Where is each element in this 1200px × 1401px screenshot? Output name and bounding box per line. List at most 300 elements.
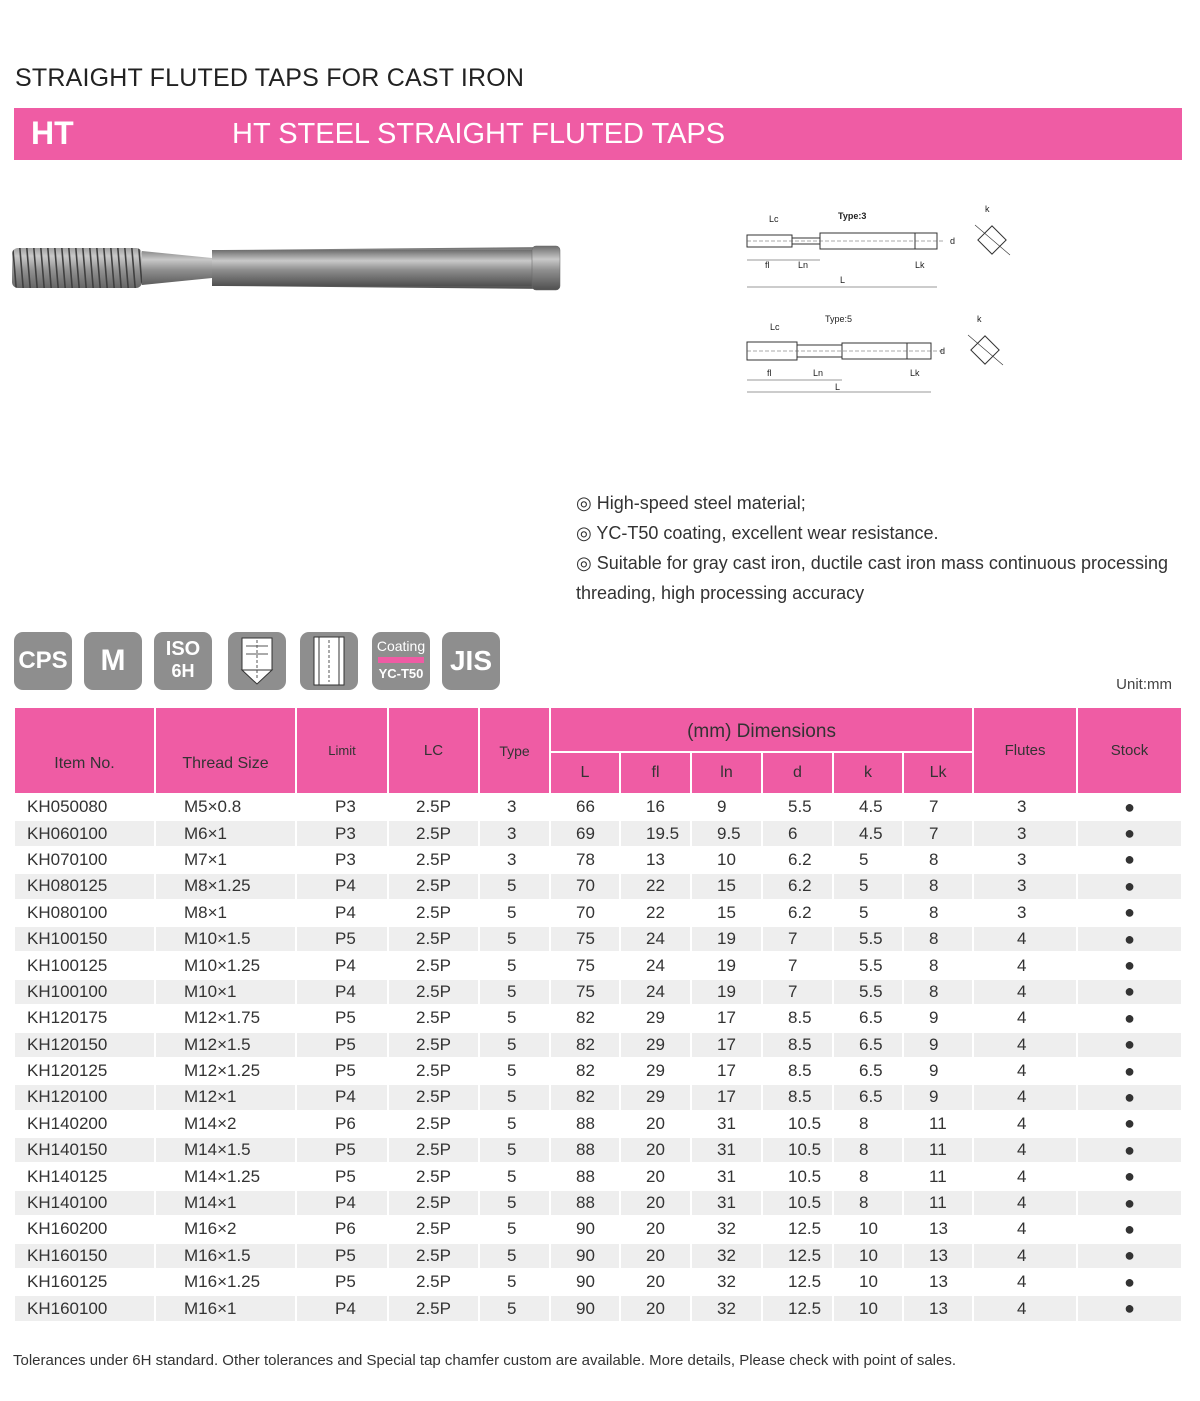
dim-l: L <box>840 275 846 285</box>
cell-thread-size: M12×1.25 <box>155 1058 296 1084</box>
cell-dim-k: 4.5 <box>833 794 903 820</box>
cell-dim-k: 8 <box>833 1111 903 1137</box>
spec-table <box>13 706 1183 1323</box>
cell-dim-d: 10.5 <box>762 1163 833 1189</box>
cell-type: 5 <box>479 926 550 952</box>
table-row <box>14 1243 1182 1269</box>
cell-flutes: 4 <box>973 1137 1077 1163</box>
cell-dim-k: 6.5 <box>833 1005 903 1031</box>
cell-limit: P4 <box>296 1295 388 1321</box>
cell-type: 5 <box>479 1295 550 1321</box>
cell-item-no: KH160125 <box>14 1269 155 1295</box>
table-row <box>14 1163 1182 1189</box>
cell-type: 5 <box>479 952 550 978</box>
cell-lc: 2.5P <box>388 1058 479 1084</box>
table-row <box>14 952 1182 978</box>
cell-dim-lk: 13 <box>903 1216 973 1242</box>
cell-item-no: KH160100 <box>14 1295 155 1321</box>
table-row <box>14 1084 1182 1110</box>
cell-dim-fl: 20 <box>620 1137 691 1163</box>
cell-dim-k: 6.5 <box>833 1058 903 1084</box>
cell-dim-fl: 20 <box>620 1163 691 1189</box>
cell-flutes: 3 <box>973 900 1077 926</box>
cell-dim-fl: 24 <box>620 979 691 1005</box>
cell-stock: ● <box>1077 979 1182 1005</box>
cell-dim-lk: 8 <box>903 900 973 926</box>
cell-dim-l: 70 <box>550 873 620 899</box>
table-row <box>14 1137 1182 1163</box>
cell-item-no: KH120100 <box>14 1084 155 1110</box>
cell-limit: P3 <box>296 847 388 873</box>
col-dimensions: (mm) Dimensions <box>550 707 973 752</box>
cell-flutes: 4 <box>973 1058 1077 1084</box>
type5-label: Type:5 <box>825 314 853 324</box>
cell-stock: ● <box>1077 1243 1182 1269</box>
cell-limit: P6 <box>296 1111 388 1137</box>
cell-lc: 2.5P <box>388 1084 479 1110</box>
cell-dim-lk: 9 <box>903 1084 973 1110</box>
col-type: Type <box>479 707 550 794</box>
col-thread: Thread Size <box>155 707 296 794</box>
cell-stock: ● <box>1077 1295 1182 1321</box>
cell-flutes: 3 <box>973 820 1077 846</box>
dim-k-5: k <box>977 314 982 324</box>
type5-drawing <box>735 312 1025 422</box>
cell-dim-k: 5.5 <box>833 926 903 952</box>
cell-lc: 2.5P <box>388 900 479 926</box>
cell-stock: ● <box>1077 820 1182 846</box>
cell-limit: P4 <box>296 1190 388 1216</box>
cell-dim-k: 10 <box>833 1216 903 1242</box>
cell-dim-lk: 8 <box>903 926 973 952</box>
table-row <box>14 1005 1182 1031</box>
cell-dim-ln: 31 <box>691 1111 762 1137</box>
cell-type: 5 <box>479 1269 550 1295</box>
cell-dim-lk: 8 <box>903 979 973 1005</box>
blind-hole-icon <box>228 632 286 690</box>
cell-dim-d: 12.5 <box>762 1269 833 1295</box>
cell-dim-fl: 29 <box>620 1032 691 1058</box>
table-row <box>14 1216 1182 1242</box>
cell-stock: ● <box>1077 1216 1182 1242</box>
cell-dim-ln: 32 <box>691 1216 762 1242</box>
cell-type: 5 <box>479 1111 550 1137</box>
cell-type: 5 <box>479 900 550 926</box>
cell-dim-fl: 22 <box>620 873 691 899</box>
series-code: HT <box>31 115 74 151</box>
cell-dim-lk: 9 <box>903 1058 973 1084</box>
dim-ln: Ln <box>798 260 809 270</box>
cell-dim-ln: 19 <box>691 952 762 978</box>
col-d: d <box>762 752 833 794</box>
cell-dim-k: 4.5 <box>833 820 903 846</box>
cell-flutes: 4 <box>973 979 1077 1005</box>
cell-dim-lk: 7 <box>903 820 973 846</box>
table-row <box>14 1111 1182 1137</box>
cell-flutes: 4 <box>973 1190 1077 1216</box>
col-flutes: Flutes <box>973 707 1077 794</box>
cell-thread-size: M16×1 <box>155 1295 296 1321</box>
cell-dim-ln: 9.5 <box>691 820 762 846</box>
cell-stock: ● <box>1077 1084 1182 1110</box>
cell-thread-size: M5×0.8 <box>155 794 296 820</box>
dim-l-5: L <box>835 382 841 392</box>
cell-type: 5 <box>479 1243 550 1269</box>
col-fl: fl <box>620 752 691 794</box>
dim-d-5: d <box>940 346 946 356</box>
cell-item-no: KH080100 <box>14 900 155 926</box>
cell-dim-lk: 8 <box>903 952 973 978</box>
cell-item-no: KH070100 <box>14 847 155 873</box>
cell-limit: P5 <box>296 1243 388 1269</box>
cell-dim-d: 7 <box>762 979 833 1005</box>
cell-flutes: 4 <box>973 1243 1077 1269</box>
cell-stock: ● <box>1077 847 1182 873</box>
cell-item-no: KH120150 <box>14 1032 155 1058</box>
cell-flutes: 3 <box>973 794 1077 820</box>
cell-dim-l: 88 <box>550 1163 620 1189</box>
cell-dim-l: 88 <box>550 1190 620 1216</box>
cell-dim-d: 12.5 <box>762 1216 833 1242</box>
col-k: k <box>833 752 903 794</box>
cell-type: 5 <box>479 1084 550 1110</box>
cell-dim-k: 5.5 <box>833 952 903 978</box>
cell-dim-d: 10.5 <box>762 1190 833 1216</box>
cell-dim-l: 69 <box>550 820 620 846</box>
cell-dim-k: 5 <box>833 873 903 899</box>
cell-dim-ln: 17 <box>691 1058 762 1084</box>
cell-dim-fl: 19.5 <box>620 820 691 846</box>
col-lc: LC <box>388 707 479 794</box>
cell-dim-d: 8.5 <box>762 1032 833 1058</box>
cell-stock: ● <box>1077 794 1182 820</box>
cell-dim-k: 10 <box>833 1269 903 1295</box>
cell-stock: ● <box>1077 1163 1182 1189</box>
cell-limit: P3 <box>296 820 388 846</box>
cell-thread-size: M16×1.5 <box>155 1243 296 1269</box>
coating-icon: Coating YC-T50 <box>372 632 430 690</box>
cell-dim-lk: 13 <box>903 1269 973 1295</box>
col-stock: Stock <box>1077 707 1182 794</box>
cell-dim-l: 75 <box>550 979 620 1005</box>
cell-item-no: KH140150 <box>14 1137 155 1163</box>
type3-label: Type:3 <box>838 211 867 221</box>
cell-dim-fl: 24 <box>620 926 691 952</box>
cell-dim-l: 82 <box>550 1084 620 1110</box>
cell-dim-fl: 20 <box>620 1243 691 1269</box>
cell-flutes: 4 <box>973 1084 1077 1110</box>
iso-6h-icon: ISO 6H <box>154 632 212 690</box>
metric-m-icon: M <box>84 632 142 690</box>
cell-limit: P3 <box>296 794 388 820</box>
cell-dim-l: 75 <box>550 926 620 952</box>
cell-dim-fl: 16 <box>620 794 691 820</box>
cell-dim-l: 75 <box>550 952 620 978</box>
cell-stock: ● <box>1077 1005 1182 1031</box>
cell-dim-lk: 8 <box>903 847 973 873</box>
jis-icon: JIS <box>442 632 500 690</box>
cell-dim-d: 12.5 <box>762 1295 833 1321</box>
table-row <box>14 873 1182 899</box>
cell-flutes: 4 <box>973 1032 1077 1058</box>
cell-lc: 2.5P <box>388 1216 479 1242</box>
table-row <box>14 1269 1182 1295</box>
cell-dim-l: 78 <box>550 847 620 873</box>
cell-dim-lk: 9 <box>903 1005 973 1031</box>
cell-dim-d: 6.2 <box>762 873 833 899</box>
through-hole-icon <box>300 632 358 690</box>
cell-type: 5 <box>479 1137 550 1163</box>
dim-k: k <box>985 204 990 214</box>
cell-dim-ln: 31 <box>691 1163 762 1189</box>
col-item: Item No. <box>14 707 155 794</box>
cell-dim-lk: 11 <box>903 1111 973 1137</box>
cell-stock: ● <box>1077 926 1182 952</box>
cell-lc: 2.5P <box>388 952 479 978</box>
cell-lc: 2.5P <box>388 1163 479 1189</box>
feature-item: ◎ High-speed steel material; <box>576 493 806 513</box>
cell-dim-fl: 20 <box>620 1190 691 1216</box>
cell-dim-l: 90 <box>550 1269 620 1295</box>
cell-thread-size: M10×1.5 <box>155 926 296 952</box>
cell-dim-k: 5 <box>833 900 903 926</box>
unit-label: Unit:mm <box>1116 676 1172 693</box>
cell-lc: 2.5P <box>388 1269 479 1295</box>
cell-dim-fl: 20 <box>620 1216 691 1242</box>
cell-stock: ● <box>1077 952 1182 978</box>
cell-type: 5 <box>479 1032 550 1058</box>
series-banner <box>14 108 1182 160</box>
feature-item: ◎ YC-T50 coating, excellent wear resistance. <box>576 523 939 543</box>
cell-dim-fl: 22 <box>620 900 691 926</box>
table-row <box>14 979 1182 1005</box>
cell-thread-size: M14×2 <box>155 1111 296 1137</box>
cell-dim-fl: 29 <box>620 1058 691 1084</box>
cell-dim-lk: 13 <box>903 1243 973 1269</box>
cell-thread-size: M14×1.25 <box>155 1163 296 1189</box>
cell-type: 3 <box>479 847 550 873</box>
cell-stock: ● <box>1077 1032 1182 1058</box>
cell-dim-l: 82 <box>550 1032 620 1058</box>
cell-flutes: 4 <box>973 1111 1077 1137</box>
cell-limit: P4 <box>296 900 388 926</box>
cell-item-no: KH120175 <box>14 1005 155 1031</box>
cell-thread-size: M10×1.25 <box>155 952 296 978</box>
cell-type: 3 <box>479 794 550 820</box>
cell-dim-k: 6.5 <box>833 1032 903 1058</box>
table-row <box>14 1190 1182 1216</box>
cell-flutes: 4 <box>973 1163 1077 1189</box>
cell-dim-k: 8 <box>833 1190 903 1216</box>
dim-lk: Lk <box>915 260 925 270</box>
cell-stock: ● <box>1077 1190 1182 1216</box>
cell-type: 3 <box>479 820 550 846</box>
cell-dim-lk: 11 <box>903 1163 973 1189</box>
cell-dim-k: 5 <box>833 847 903 873</box>
cell-dim-d: 5.5 <box>762 794 833 820</box>
cell-type: 5 <box>479 873 550 899</box>
cell-lc: 2.5P <box>388 1005 479 1031</box>
cell-dim-ln: 31 <box>691 1190 762 1216</box>
table-row <box>14 900 1182 926</box>
cell-limit: P4 <box>296 1084 388 1110</box>
page-title: STRAIGHT FLUTED TAPS FOR CAST IRON <box>15 64 525 92</box>
cell-limit: P5 <box>296 1005 388 1031</box>
cell-item-no: KH060100 <box>14 820 155 846</box>
cell-dim-k: 8 <box>833 1137 903 1163</box>
cell-item-no: KH140100 <box>14 1190 155 1216</box>
cell-thread-size: M6×1 <box>155 820 296 846</box>
cell-lc: 2.5P <box>388 873 479 899</box>
cell-dim-k: 10 <box>833 1243 903 1269</box>
cell-type: 5 <box>479 1058 550 1084</box>
cell-dim-k: 10 <box>833 1295 903 1321</box>
cell-lc: 2.5P <box>388 1190 479 1216</box>
cell-dim-ln: 17 <box>691 1032 762 1058</box>
col-limit: Limit <box>296 707 388 794</box>
col-l: L <box>550 752 620 794</box>
cell-dim-k: 8 <box>833 1163 903 1189</box>
cell-dim-k: 5.5 <box>833 979 903 1005</box>
cps-icon: CPS <box>14 632 72 690</box>
cell-lc: 2.5P <box>388 1137 479 1163</box>
cell-dim-fl: 13 <box>620 847 691 873</box>
cell-stock: ● <box>1077 1058 1182 1084</box>
cell-thread-size: M12×1.5 <box>155 1032 296 1058</box>
cell-dim-ln: 32 <box>691 1243 762 1269</box>
cell-dim-d: 10.5 <box>762 1137 833 1163</box>
cell-type: 5 <box>479 1005 550 1031</box>
cell-dim-ln: 19 <box>691 979 762 1005</box>
cell-dim-ln: 17 <box>691 1084 762 1110</box>
dim-fl-5: fl <box>767 368 772 378</box>
cell-dim-lk: 9 <box>903 1032 973 1058</box>
cell-limit: P5 <box>296 1163 388 1189</box>
cell-dim-lk: 7 <box>903 794 973 820</box>
cell-dim-ln: 9 <box>691 794 762 820</box>
cell-stock: ● <box>1077 900 1182 926</box>
cell-dim-l: 70 <box>550 900 620 926</box>
cell-dim-lk: 8 <box>903 873 973 899</box>
cell-dim-l: 90 <box>550 1243 620 1269</box>
cell-item-no: KH100150 <box>14 926 155 952</box>
cell-dim-d: 7 <box>762 926 833 952</box>
dim-ln-5: Ln <box>813 368 824 378</box>
dim-d: d <box>950 236 956 246</box>
cell-dim-l: 66 <box>550 794 620 820</box>
cell-lc: 2.5P <box>388 926 479 952</box>
cell-dim-fl: 20 <box>620 1295 691 1321</box>
cell-flutes: 4 <box>973 926 1077 952</box>
cell-dim-fl: 20 <box>620 1269 691 1295</box>
table-row <box>14 847 1182 873</box>
cell-dim-fl: 29 <box>620 1005 691 1031</box>
cell-stock: ● <box>1077 1137 1182 1163</box>
cell-dim-l: 88 <box>550 1111 620 1137</box>
cell-lc: 2.5P <box>388 1243 479 1269</box>
cell-limit: P6 <box>296 1216 388 1242</box>
cell-thread-size: M12×1.75 <box>155 1005 296 1031</box>
cell-dim-l: 88 <box>550 1137 620 1163</box>
cell-flutes: 4 <box>973 1005 1077 1031</box>
cell-dim-l: 90 <box>550 1216 620 1242</box>
cell-dim-fl: 24 <box>620 952 691 978</box>
cell-thread-size: M10×1 <box>155 979 296 1005</box>
cell-flutes: 3 <box>973 847 1077 873</box>
cell-dim-ln: 10 <box>691 847 762 873</box>
cell-dim-ln: 32 <box>691 1295 762 1321</box>
cell-item-no: KH080125 <box>14 873 155 899</box>
cell-dim-d: 12.5 <box>762 1243 833 1269</box>
cell-limit: P5 <box>296 1269 388 1295</box>
cell-lc: 2.5P <box>388 979 479 1005</box>
cell-item-no: KH160150 <box>14 1243 155 1269</box>
feature-list <box>576 488 1176 608</box>
cell-flutes: 3 <box>973 873 1077 899</box>
cell-dim-ln: 31 <box>691 1137 762 1163</box>
cell-limit: P5 <box>296 1032 388 1058</box>
cell-dim-ln: 17 <box>691 1005 762 1031</box>
cell-item-no: KH100125 <box>14 952 155 978</box>
cell-dim-d: 6.2 <box>762 847 833 873</box>
cell-limit: P5 <box>296 926 388 952</box>
cell-dim-d: 8.5 <box>762 1084 833 1110</box>
cell-dim-lk: 13 <box>903 1295 973 1321</box>
cell-flutes: 4 <box>973 1295 1077 1321</box>
type3-drawing <box>735 200 1025 310</box>
cell-item-no: KH120125 <box>14 1058 155 1084</box>
cell-flutes: 4 <box>973 1269 1077 1295</box>
cell-lc: 2.5P <box>388 820 479 846</box>
table-row <box>14 1295 1182 1321</box>
cell-dim-lk: 11 <box>903 1190 973 1216</box>
cell-thread-size: M14×1.5 <box>155 1137 296 1163</box>
cell-dim-k: 6.5 <box>833 1084 903 1110</box>
cell-dim-l: 82 <box>550 1005 620 1031</box>
cell-item-no: KH100100 <box>14 979 155 1005</box>
cell-limit: P5 <box>296 1137 388 1163</box>
table-row <box>14 1032 1182 1058</box>
cell-dim-fl: 29 <box>620 1084 691 1110</box>
cell-lc: 2.5P <box>388 1032 479 1058</box>
cell-limit: P4 <box>296 873 388 899</box>
cell-thread-size: M16×2 <box>155 1216 296 1242</box>
cell-item-no: KH140200 <box>14 1111 155 1137</box>
cell-dim-l: 82 <box>550 1058 620 1084</box>
cell-thread-size: M16×1.25 <box>155 1269 296 1295</box>
cell-thread-size: M12×1 <box>155 1084 296 1110</box>
cell-dim-d: 7 <box>762 952 833 978</box>
dim-lc: Lc <box>769 214 779 224</box>
cell-dim-d: 6 <box>762 820 833 846</box>
cell-lc: 2.5P <box>388 847 479 873</box>
cell-flutes: 4 <box>973 952 1077 978</box>
cell-type: 5 <box>479 1190 550 1216</box>
cell-limit: P4 <box>296 979 388 1005</box>
cell-lc: 2.5P <box>388 1295 479 1321</box>
series-name: HT STEEL STRAIGHT FLUTED TAPS <box>232 118 726 150</box>
dim-fl: fl <box>765 260 770 270</box>
cell-dim-ln: 15 <box>691 873 762 899</box>
cell-dim-d: 10.5 <box>762 1111 833 1137</box>
table-row <box>14 794 1182 820</box>
dim-lc-5: Lc <box>770 322 780 332</box>
footnote: Tolerances under 6H standard. Other tolerances and Special tap chamfer custom are available. More details, Please check with point of sales. <box>13 1352 957 1369</box>
cell-dim-lk: 11 <box>903 1137 973 1163</box>
cell-type: 5 <box>479 1163 550 1189</box>
cell-stock: ● <box>1077 1111 1182 1137</box>
cell-item-no: KH050080 <box>14 794 155 820</box>
